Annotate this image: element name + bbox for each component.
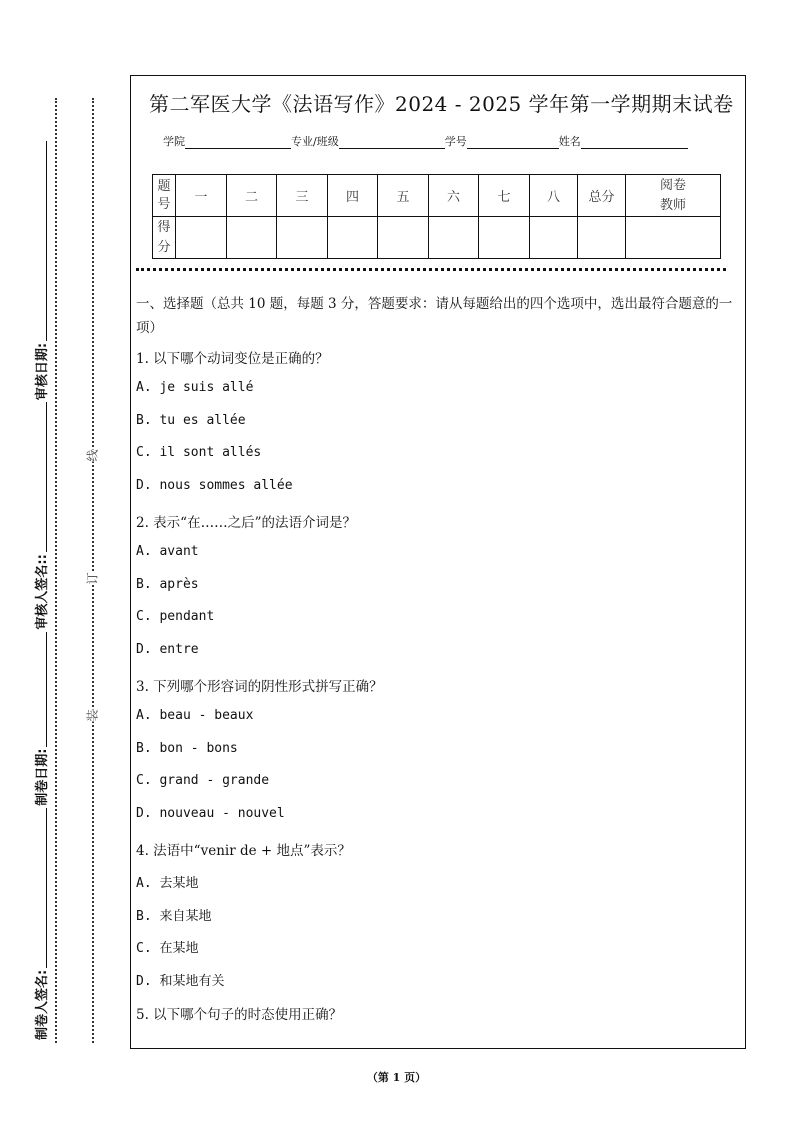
name-label: 姓名 xyxy=(558,135,581,148)
signature-strip xyxy=(30,90,50,1040)
major-field[interactable] xyxy=(339,137,445,149)
header-cell: 四 xyxy=(328,175,378,217)
make-date-line[interactable] xyxy=(46,632,47,747)
answer-option: C. grand - grande xyxy=(136,773,270,789)
major-label: 专业/班级 xyxy=(291,135,339,148)
header-cell: 五 xyxy=(378,175,429,217)
score-cell[interactable] xyxy=(227,217,277,259)
answer-option: D. entre xyxy=(136,642,199,658)
score-cell[interactable] xyxy=(479,217,530,259)
score-cell[interactable] xyxy=(626,217,721,259)
header-cell: 三 xyxy=(277,175,328,217)
maker-signature-line[interactable] xyxy=(46,808,47,968)
reviewer-signature-line[interactable] xyxy=(46,402,47,552)
reviewer-signature-label: 审核人签名:: xyxy=(35,554,50,630)
header-cell: 阅卷教师 xyxy=(626,175,721,217)
header-cell: 一 xyxy=(176,175,227,217)
question-text: 5. 以下哪个句子的时态使用正确？ xyxy=(136,1007,343,1023)
college-label: 学院 xyxy=(163,135,185,148)
answer-option: D. nouveau - nouvel xyxy=(136,806,285,822)
answer-option: A. 去某地 xyxy=(136,875,199,891)
section-heading: 一、选择题（总共 10 题，每题 3 分，答题要求：请从每题给出的四个选项中，选出最符合题意的一项） xyxy=(136,296,733,336)
score-cell[interactable] xyxy=(429,217,479,259)
question-text: 4. 法语中“venir de + 地点”表示？ xyxy=(136,843,351,859)
answer-option: D. nous sommes allée xyxy=(136,478,293,494)
fold-line-outer xyxy=(55,98,57,1043)
header-cell: 七 xyxy=(479,175,530,217)
score-cell[interactable] xyxy=(277,217,328,259)
header-cell: 六 xyxy=(429,175,479,217)
score-cell[interactable] xyxy=(176,217,227,259)
exam-title: 第二军医大学《法语写作》2024 - 2025 学年第一学期期末试卷 xyxy=(149,92,734,116)
score-cell[interactable] xyxy=(530,217,578,259)
answer-option: B. tu es allée xyxy=(136,412,246,428)
student-id-field[interactable] xyxy=(467,137,559,149)
score-cell[interactable] xyxy=(378,217,429,259)
binding-mark-zhuang: 装 xyxy=(85,709,100,722)
college-field[interactable] xyxy=(185,137,291,149)
answer-option: C. il sont allés xyxy=(136,445,262,461)
table-row xyxy=(153,217,721,259)
review-date-line[interactable] xyxy=(46,141,47,341)
dotted-separator xyxy=(136,268,726,271)
student-info xyxy=(163,133,688,149)
score-cell[interactable] xyxy=(578,217,626,259)
score-cell[interactable] xyxy=(328,217,378,259)
answer-option: B. bon - bons xyxy=(136,740,238,756)
answer-option: B. 来自某地 xyxy=(136,908,212,924)
binding-mark-xian: 线 xyxy=(85,449,100,462)
maker-signature-label: 制卷人签名: xyxy=(35,969,50,1040)
fold-line-inner xyxy=(92,98,94,1043)
answer-option: C. pendant xyxy=(136,609,215,625)
header-cell: 总分 xyxy=(578,175,626,217)
header-cell: 八 xyxy=(530,175,578,217)
table-row xyxy=(153,175,721,217)
answer-option: B. après xyxy=(136,576,199,592)
question-text: 1. 以下哪个动词变位是正确的？ xyxy=(136,351,329,367)
exam-page xyxy=(130,75,746,1049)
answer-option: D. 和某地有关 xyxy=(136,974,225,990)
answer-option: C. 在某地 xyxy=(136,941,199,957)
student-id-label: 学号 xyxy=(444,135,467,148)
answer-option: A. beau - beaux xyxy=(136,707,254,723)
score-label-cell: 得分 xyxy=(153,217,176,259)
make-date-label: 制卷日期: xyxy=(35,748,50,806)
answer-option: A. avant xyxy=(136,543,199,559)
page-number: （第 1 页） xyxy=(366,1071,427,1084)
name-field[interactable] xyxy=(581,137,688,149)
binding-mark-ding: 订 xyxy=(85,572,100,585)
question-text: 2. 表示“在……之后”的法语介词是？ xyxy=(136,515,356,531)
answer-option: A. je suis allé xyxy=(136,379,254,395)
question-text: 3. 下列哪个形容词的阴性形式拼写正确？ xyxy=(136,679,383,695)
header-cell: 题号 xyxy=(153,175,176,217)
header-cell: 二 xyxy=(227,175,277,217)
review-date-label: 审核日期: xyxy=(35,342,50,401)
score-table xyxy=(152,174,721,259)
